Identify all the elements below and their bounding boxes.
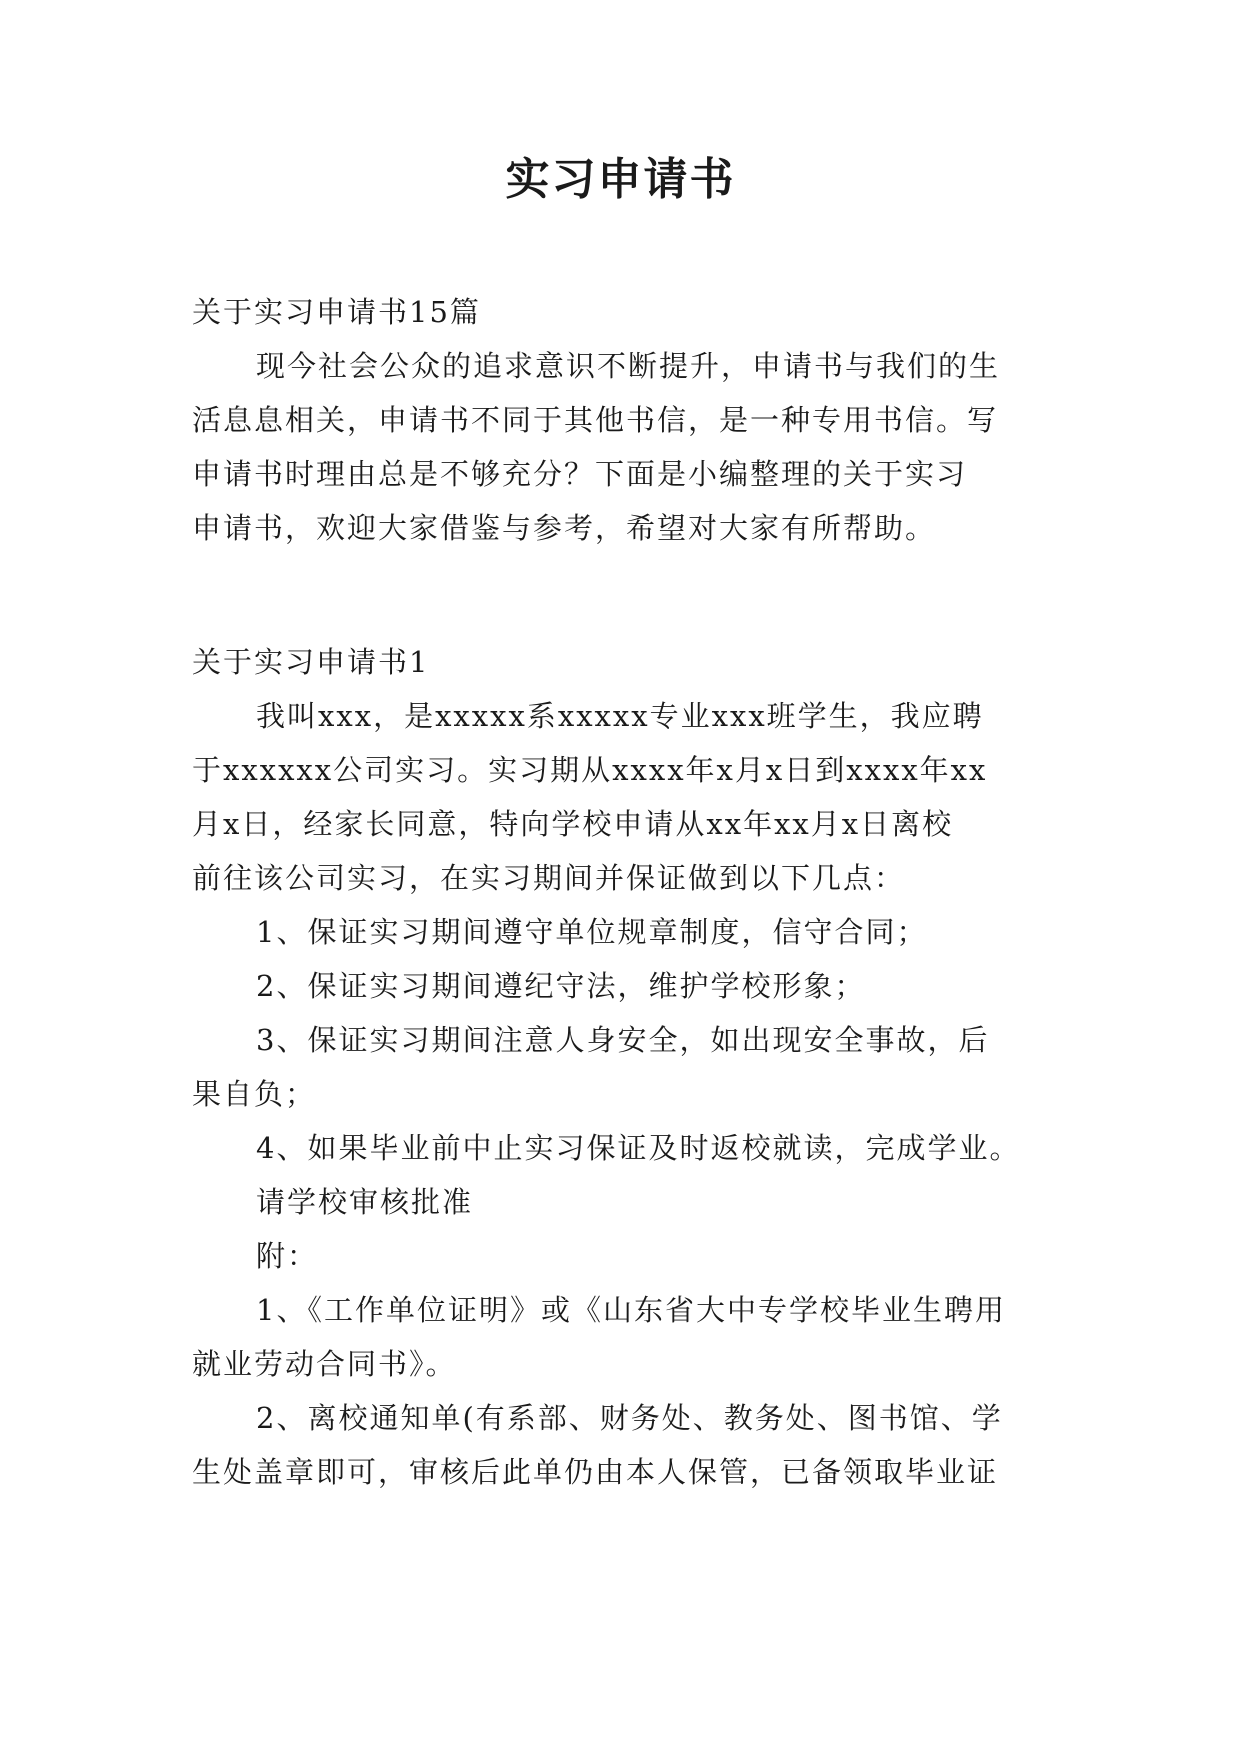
- paragraph-line: 活息息相关，申请书不同于其他书信，是一种专用书信。写: [192, 403, 999, 437]
- paragraph-line: 月x日，经家长同意，特向学校申请从xx年xx月x日离校: [192, 807, 954, 841]
- list-item: 2、离校通知单(有系部、财务处、教务处、图书馆、学: [256, 1401, 1003, 1435]
- paragraph-line: 前往该公司实习，在实习期间并保证做到以下几点：: [192, 861, 906, 895]
- paragraph-line: 申请书时理由总是不够充分？下面是小编整理的关于实习: [192, 457, 968, 491]
- paragraph-line: 申请书，欢迎大家借鉴与参考，希望对大家有所帮助。: [192, 511, 937, 545]
- paragraph-line: 于xxxxxx公司实习。实习期从xxxx年x月x日到xxxx年xx: [192, 753, 988, 787]
- paragraph-line: 现今社会公众的追求意识不断提升，申请书与我们的生: [256, 349, 1001, 383]
- list-item: 1、《工作单位证明》或《山东省大中专学校毕业生聘用: [256, 1293, 1006, 1327]
- list-item: 4、如果毕业前中止实习保证及时返校就读，完成学业。: [256, 1131, 1021, 1165]
- list-item: 1、保证实习期间遵守单位规章制度，信守合同；: [256, 915, 928, 949]
- section-heading: 关于实习申请书15篇: [192, 295, 481, 329]
- paragraph-line: 我叫xxx，是xxxxx系xxxxx专业xxx班学生，我应聘: [256, 699, 984, 733]
- document-title: 实习申请书: [505, 154, 736, 205]
- paragraph-line: 附：: [256, 1239, 319, 1273]
- list-item-continuation: 果自负；: [192, 1077, 317, 1111]
- list-item-continuation: 就业劳动合同书》。: [192, 1347, 457, 1381]
- list-item: 3、保证实习期间注意人身安全，如出现安全事故，后: [256, 1023, 990, 1057]
- list-item-continuation: 生处盖章即可，审核后此单仍由本人保管，已备领取毕业证: [192, 1455, 999, 1489]
- section-heading: 关于实习申请书1: [192, 645, 430, 679]
- list-item: 2、保证实习期间遵纪守法，维护学校形象；: [256, 969, 866, 1003]
- paragraph-line: 请学校审核批准: [256, 1185, 474, 1219]
